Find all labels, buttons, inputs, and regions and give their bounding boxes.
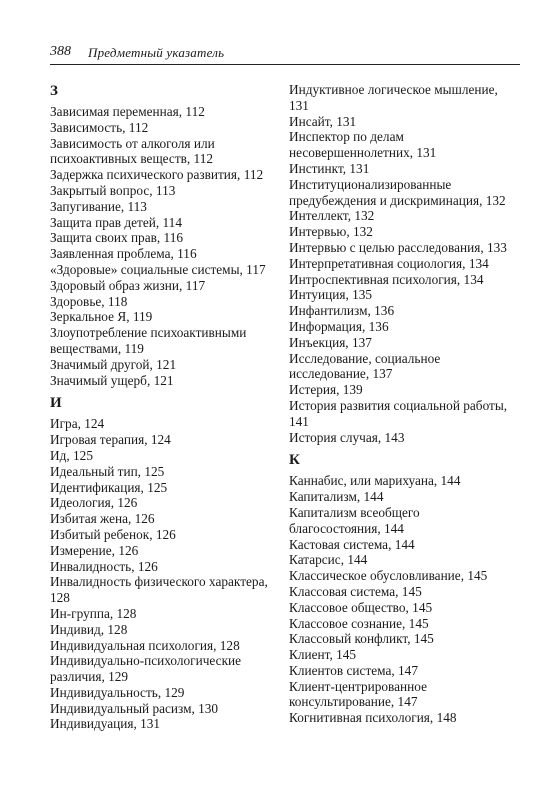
- index-entry: Измерение, 126: [50, 542, 139, 558]
- index-entry: Инспектор по делам несовершеннолетних, 131: [289, 129, 437, 161]
- index-entry: Каннабис, или марихуана, 144: [289, 473, 461, 489]
- index-entry: Интроспективная психология, 134: [289, 271, 484, 287]
- index-entry: Интервью, 132: [289, 224, 373, 240]
- index-entry: «Здоровые» социальные системы, 117: [50, 261, 266, 277]
- index-entry: Идеология, 126: [50, 495, 138, 511]
- section-letter: И: [50, 395, 62, 412]
- index-entry: Защита прав детей, 114: [50, 214, 182, 230]
- index-entry: Классовое общество, 145: [289, 599, 433, 615]
- index-entry: Классовая система, 145: [289, 583, 422, 599]
- index-column-left: [50, 82, 275, 738]
- index-entry: Инстинкт, 131: [289, 160, 370, 176]
- index-section: [289, 82, 514, 445]
- index-entry: Идентификация, 125: [50, 479, 168, 495]
- index-entry: Интеллект, 132: [289, 208, 375, 224]
- index-entry: Интуиция, 135: [289, 287, 373, 303]
- index-entry: Избитая жена, 126: [50, 511, 155, 527]
- page-number: 388: [50, 44, 71, 59]
- index-entry: Зависимость от алкоголя или психоактивных веществ, 112: [50, 135, 215, 167]
- page-header: [50, 42, 520, 65]
- index-entry: Идеальный тип, 125: [50, 463, 165, 479]
- index-entry: Классическое обусловливание, 145: [289, 568, 488, 584]
- index-entry: Клиент, 145: [289, 647, 357, 663]
- index-entry: Игровая терапия, 124: [50, 432, 171, 448]
- index-entry: Заявленная проблема, 116: [50, 246, 197, 262]
- index-entry: Инъекция, 137: [289, 334, 372, 350]
- index-entry: Защита своих прав, 116: [50, 230, 183, 246]
- index-entry: История развития социальной работы, 141: [289, 397, 508, 429]
- index-entry: Индивидуальный расизм, 130: [50, 700, 219, 716]
- index-entry: Интервью с целью расследования, 133: [289, 239, 507, 255]
- index-column-right: [289, 82, 514, 732]
- index-entry: Инсайт, 131: [289, 113, 357, 129]
- index-entry: Здоровый образ жизни, 117: [50, 277, 206, 293]
- index-entry: Когнитивная психология, 148: [289, 710, 457, 726]
- index-entry: Зеркальное Я, 119: [50, 309, 153, 325]
- index-section: [289, 451, 514, 726]
- index-entry: Классовый конфликт, 145: [289, 631, 434, 647]
- index-entry: Здоровье, 118: [50, 293, 128, 309]
- index-entry: Клиентов система, 147: [289, 662, 418, 678]
- index-entry: Инвалидность, 126: [50, 558, 158, 574]
- index-entry: Индивидуальность, 129: [50, 684, 185, 700]
- index-entry: Институционализированные предубеждения и дискриминация, 132: [289, 176, 506, 208]
- index-entry: Катарсис, 144: [289, 552, 368, 568]
- index-entry: Истерия, 139: [289, 382, 363, 398]
- index-entry: Ин-группа, 128: [50, 605, 137, 621]
- index-entry: Индивидуация, 131: [50, 716, 161, 732]
- index-entry: Инвалидность физического характера, 128: [50, 574, 268, 606]
- index-entry: Избитый ребенок, 126: [50, 526, 176, 542]
- index-entry: Индуктивное логическое мышление, 131: [289, 82, 498, 113]
- index-entry: Капитализм, 144: [289, 489, 384, 505]
- index-entry: Капитализм всеобщего благосостояния, 144: [289, 504, 420, 536]
- index-entry: Индивидуальная психология, 128: [50, 637, 240, 653]
- index-entry: Классовое сознание, 145: [289, 615, 429, 631]
- index-entry: Игра, 124: [50, 416, 105, 432]
- index-entry: Интерпретативная социология, 134: [289, 255, 489, 271]
- index-entry: Кастовая система, 144: [289, 536, 415, 552]
- index-entry: Исследование, социальное исследование, 137: [289, 350, 441, 382]
- index-entry: История случая, 143: [289, 429, 405, 445]
- index-section: [50, 82, 275, 388]
- index-section: [50, 394, 275, 732]
- index-entry: Закрытый вопрос, 113: [50, 182, 176, 198]
- index-entry: Значимый другой, 121: [50, 356, 177, 372]
- index-entry: Индивид, 128: [50, 621, 128, 637]
- index-entry: Индивидуально-психологические различия, 129: [50, 653, 242, 685]
- section-letter: З: [50, 83, 58, 99]
- section-letter: К: [289, 452, 300, 469]
- index-entry: Ид, 125: [50, 447, 93, 463]
- running-title: Предметный указатель: [88, 45, 225, 60]
- index-entry: Злоупотребление психоактивными веществами, 119: [50, 325, 247, 356]
- index-entry: Значимый ущерб, 121: [50, 372, 174, 388]
- index-entry: Запугивание, 113: [50, 198, 147, 214]
- index-entry: Инфантилизм, 136: [289, 303, 395, 319]
- index-entry: Зависимая переменная, 112: [50, 104, 205, 119]
- index-entry: Зависимость, 112: [50, 119, 149, 135]
- index-entry: Клиент-центрированное консультирование, 147: [289, 678, 427, 710]
- index-entry: Задержка психического развития, 112: [50, 167, 264, 183]
- index-entry: Информация, 136: [289, 318, 389, 334]
